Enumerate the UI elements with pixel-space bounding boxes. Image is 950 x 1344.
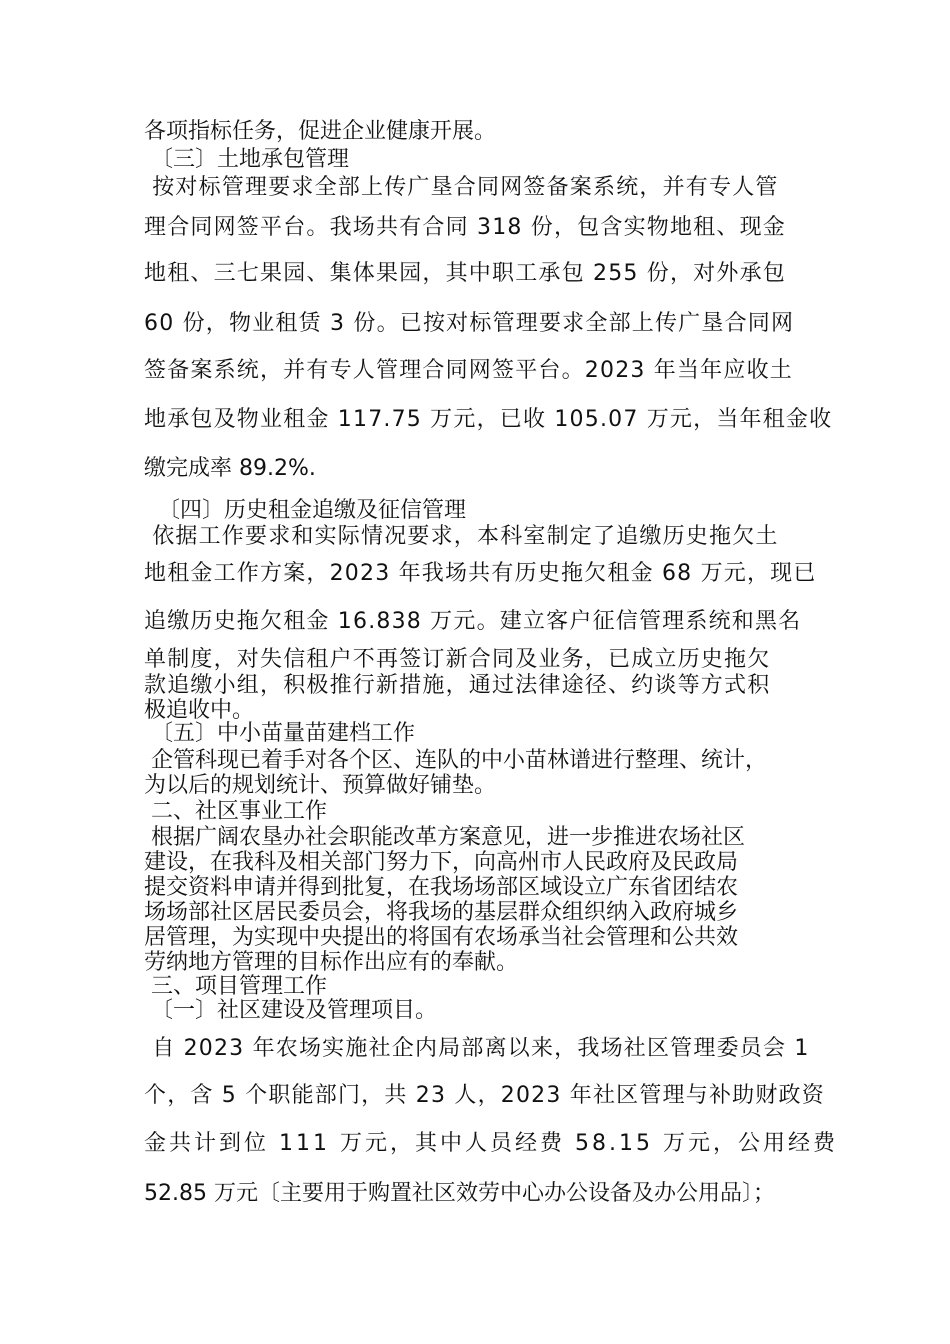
text-line: 单制度，对失信租户不再签订新合同及业务，已成立历史拖欠 [144, 647, 771, 672]
text-line: 签备案系统，并有专人管理合同网签平台。2023 年当年应收土 [144, 358, 793, 383]
text-line: 劳纳地方管理的目标作出应有的奉献。 [144, 950, 519, 975]
text-line: 地租、三七果园、集体果园，其中职工承包 255 份，对外承包 [144, 261, 786, 286]
text-line: 金共计到位 111 万元，其中人员经费 58.15 万元，公用经费 [144, 1131, 838, 1156]
text-line: 按对标管理要求全部上传广垦合同网签备案系统，并有专人管 [144, 175, 779, 200]
text-line: 地承包及物业租金 117.75 万元，已收 105.07 万元，当年租金收 [144, 407, 833, 432]
section-heading: 〔五〕中小苗量苗建档工作 [144, 721, 415, 746]
text-line: 企管科现已着手对各个区、连队的中小苗林谱进行整理、统计， [144, 748, 767, 773]
text-line: 根据广阔农垦办社会职能改革方案意见，进一步推进农场社区 [144, 825, 745, 850]
text-line: 理合同网签平台。我场共有合同 318 份，包含实物地租、现金 [144, 215, 786, 240]
text-line: 缴完成率 89.2%. [144, 456, 316, 481]
section-heading: 三、项目管理工作 [144, 974, 327, 999]
text-line: 建设，在我科及相关部门努力下，向高州市人民政府及民政局 [144, 850, 739, 875]
text-line: 地租金工作方案，2023 年我场共有历史拖欠租金 68 万元，现已 [144, 561, 817, 586]
text-line: 52.85 万元〔主要用于购置社区效劳中心办公设备及办公用品〕； [144, 1181, 775, 1206]
text-line: 依据工作要求和实际情况要求，本科室制定了追缴历史拖欠土 [144, 524, 779, 549]
text-line: 自 2023 年农场实施社企内局部离以来，我场社区管理委员会 1 [144, 1036, 810, 1061]
text-line: 极追收中。 [144, 698, 255, 723]
section-heading: 〔四〕历史租金追缴及征信管理 [144, 498, 466, 523]
text-line: 60 份，物业租赁 3 份。已按对标管理要求全部上传广垦合同网 [144, 311, 795, 336]
text-line: 提交资料申请并得到批复，在我场场部区域设立广东省团结农 [144, 875, 739, 900]
text-line: 场场部社区居民委员会，将我场的基层群众组织纳入政府城乡 [144, 900, 739, 925]
text-line: 为以后的规划统计、预算做好铺垫。 [144, 773, 497, 798]
section-heading: 二、社区事业工作 [144, 799, 327, 824]
text-line: 个，含 5 个职能部门，共 23 人，2023 年社区管理与补助财政资 [144, 1083, 825, 1108]
text-line: 款追缴小组，积极推行新措施，通过法律途径、约谈等方式积 [144, 673, 771, 698]
text-line: 居管理，为实现中央提出的将国有农场承当社会管理和公共效 [144, 925, 739, 950]
text-line: 追缴历史拖欠租金 16.838 万元。建立客户征信管理系统和黑名 [144, 609, 802, 634]
section-heading: 〔三〕土地承包管理 [144, 147, 349, 172]
text-line: 各项指标任务，促进企业健康开展。 [144, 119, 497, 144]
section-heading: 〔一〕社区建设及管理项目。 [144, 998, 437, 1023]
